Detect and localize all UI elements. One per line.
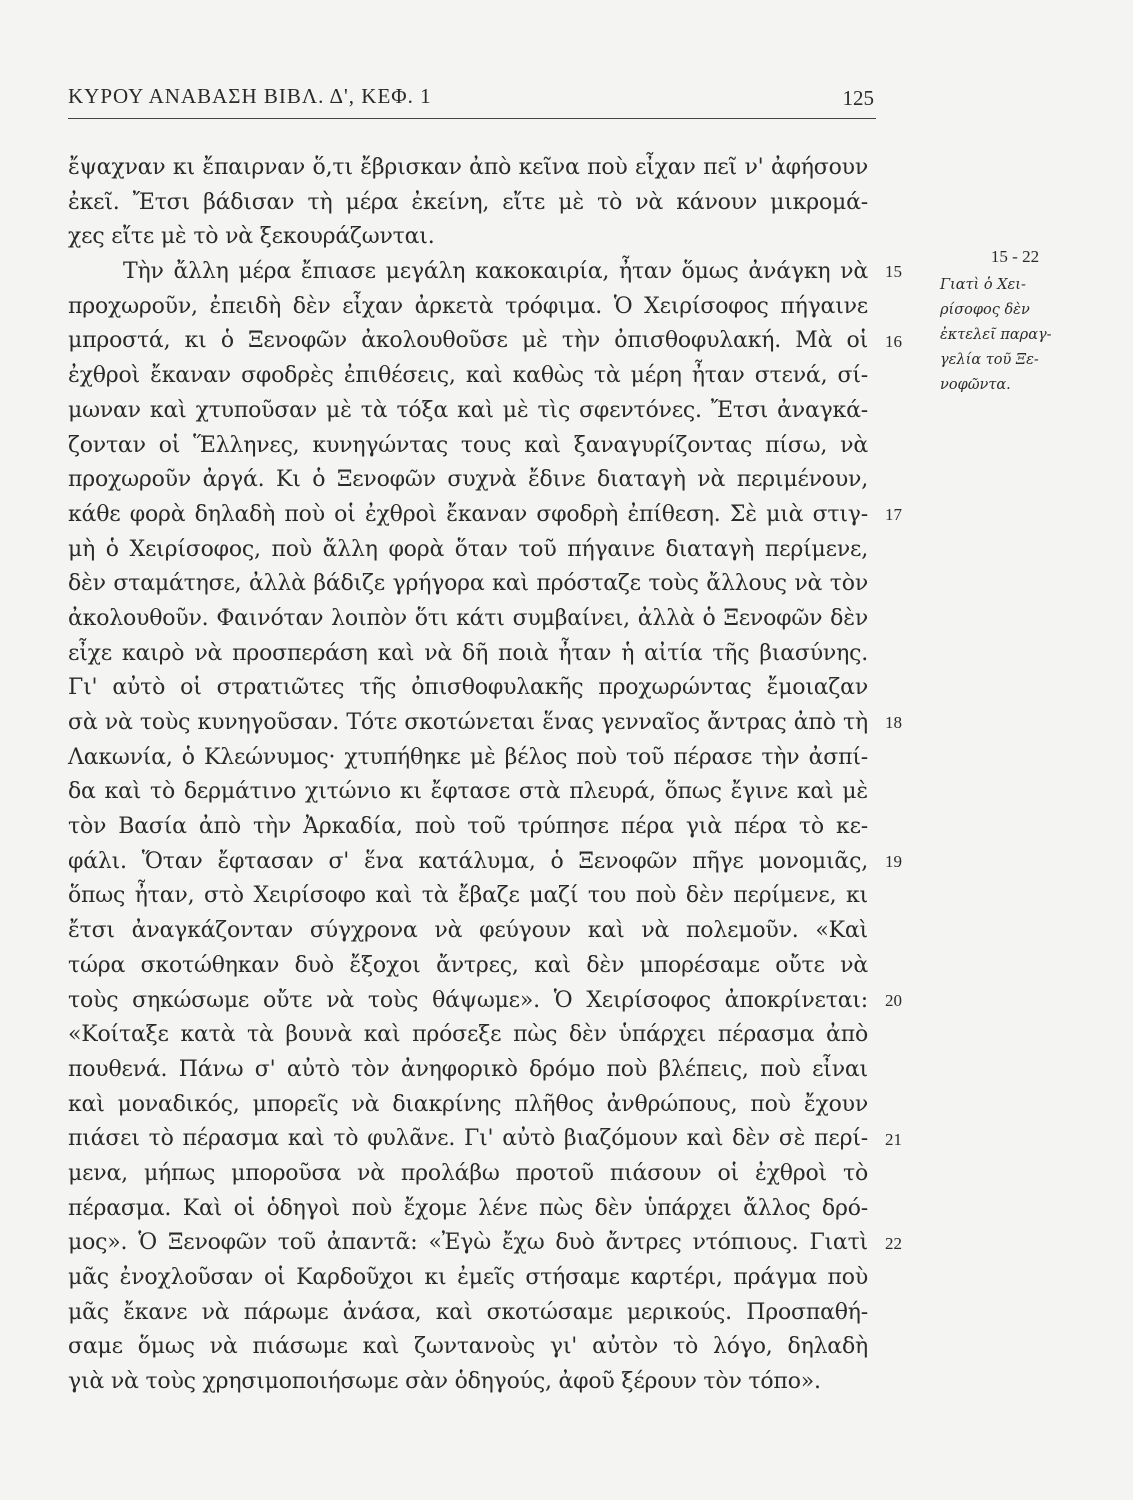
- text-line: μὴ ὁ Χειρίσοφος, ποὺ ἄλλη φορὰ ὅταν τοῦ πήγαινε διαταγὴ περίμενε,: [68, 536, 868, 562]
- text-line: ἔτσι ἀναγκάζονταν σύγχρονα νὰ φεύγουν καὶ νὰ πολεμοῦν. «Καὶ: [68, 918, 868, 944]
- section-number: 15: [885, 262, 902, 282]
- text-line: ἀκολουθοῦν. Φαινόταν λοιπὸν ὅτι κάτι συμβαίνει, ἀλλὰ ὁ Ξενοφῶν δὲν: [68, 605, 868, 631]
- text-line: προχωροῦν, ἐπειδὴ δὲν εἶχαν ἀρκετὰ τρόφιμα. Ὁ Χειρίσοφος πήγαινε: [68, 293, 868, 319]
- sidenote-line: ἐκτελεῖ παραγ-: [940, 327, 1052, 343]
- text-line: πέρασμα. Καὶ οἱ ὁδηγοὶ ποὺ ἔχομε λένε πὼς δὲν ὑπάρχει ἄλλος δρό-: [68, 1195, 868, 1221]
- text-line: τὸν Βασία ἀπὸ τὴν Ἀρκαδία, ποὺ τοῦ τρύπησε πέρα γιὰ πέρα τὸ κε-: [68, 814, 868, 840]
- text-line: «Κοίταξε κατὰ τὰ βουνὰ καὶ πρόσεξε πὼς δὲν ὑπάρχει πέρασμα ἀπὸ: [68, 1022, 868, 1048]
- sidenote-text: [940, 273, 1090, 398]
- text-line: γιὰ νὰ τοὺς χρησιμοποιήσωμε σὰν ὁδηγούς, ἀφοῦ ξέρουν τὸν τόπο».: [68, 1369, 821, 1395]
- text-line: προχωροῦν ἀργά. Κι ὁ Ξενοφῶν συχνὰ ἔδινε διαταγὴ νὰ περιμένουν,: [68, 467, 868, 493]
- page-number: 125: [842, 86, 874, 110]
- sidenote-line: Γιατὶ ὁ Χει-: [940, 277, 1026, 293]
- text-line: ἔψαχναν κι ἔπαιρναν ὅ,τι ἔβρισκαν ἀπὸ κεῖνα ποὺ εἶχαν πεῖ ν' ἀφήσουν: [68, 155, 868, 180]
- text-line: ὅπως ἦταν, στὸ Χειρίσοφο καὶ τὰ ἔβαζε μαζί του ποὺ δὲν περίμενε, κι: [68, 883, 868, 909]
- text-line: χες εἴτε μὲ τὸ νὰ ξεκουράζωνται.: [68, 224, 435, 250]
- text-line: πιάσει τὸ πέρασμα καὶ τὸ φυλᾶνε. Γι' αὐτὸ βιαζόμουν καὶ δὲν σὲ περί-: [68, 1126, 868, 1152]
- running-header: [68, 78, 876, 119]
- text-line: κάθε φορὰ δηλαδὴ ποὺ οἱ ἐχθροὶ ἔκαναν σφοδρὴ ἐπίθεση. Σὲ μιὰ στιγ-: [68, 501, 868, 527]
- text-line: μπροστά, κι ὁ Ξενοφῶν ἀκολουθοῦσε μὲ τὴν ὀπισθοφυλακή. Μὰ οἱ: [68, 328, 868, 354]
- margin-sidenote: [940, 247, 1090, 398]
- section-number: 20: [885, 990, 902, 1010]
- text-line: ἐκεῖ. Ἔτσι βάδισαν τὴ μέρα ἐκείνη, εἴτε μὲ τὸ νὰ κάνουν μικρομά-: [68, 189, 868, 215]
- text-line: τοὺς σηκώσωμε οὔτε νὰ τοὺς θάψωμε». Ὁ Χειρίσοφος ἀποκρίνεται:: [68, 987, 868, 1013]
- text-line: Τὴν ἄλλη μέρα ἔπιασε μεγάλη κακοκαιρία, ἦταν ὅμως ἀνάγκη νὰ: [123, 259, 868, 285]
- text-line: Λακωνία, ὁ Κλεώνυμος· χτυπήθηκε μὲ βέλος ποὺ τοῦ πέρασε τὴν ἀσπί-: [68, 744, 868, 770]
- text-line: μωναν καὶ χτυποῦσαν μὲ τὰ τόξα καὶ μὲ τὶς σφεντόνες. Ἔτσι ἀναγκά-: [68, 397, 868, 423]
- sidenote-line: νοφῶντα.: [940, 377, 1011, 393]
- sidenote-line: γελία τοῦ Ξε-: [940, 352, 1039, 368]
- body-text: [68, 151, 868, 1400]
- section-number: 21: [885, 1129, 902, 1149]
- text-line: μος». Ὁ Ξενοφῶν τοῦ ἀπαντᾶ: «Ἐγὼ ἔχω δυὸ ἄντρες ντόπιους. Γιατὶ: [68, 1230, 868, 1256]
- section-number: 17: [885, 505, 902, 524]
- text-line: καὶ μοναδικός, μπορεῖς νὰ διακρίνης πλῆθος ἀνθρώπους, ποὺ ἔχουν: [68, 1091, 868, 1117]
- section-number: 16: [885, 331, 902, 351]
- running-title: ΚΥΡΟΥ ΑΝΑΒΑΣΗ ΒΙΒΛ. Δ', ΚΕΦ. 1: [68, 84, 432, 108]
- text-line: μᾶς ἔκανε νὰ πάρωμε ἀνάσα, καὶ σκοτώσαμε μερικούς. Προσπαθή-: [68, 1299, 868, 1325]
- text-line: φάλι. Ὅταν ἔφτασαν σ' ἕνα κατάλυμα, ὁ Ξενοφῶν πῆγε μονομιᾶς,: [68, 848, 868, 874]
- section-number: 18: [885, 713, 902, 733]
- sidenote-line: ρίσοφος δὲν: [940, 302, 1030, 318]
- text-line: δα καὶ τὸ δερμάτινο χιτώνιο κι ἔφτασε στὰ πλευρά, ὅπως ἔγινε καὶ μὲ: [68, 779, 868, 805]
- text-line: ζονταν οἱ Ἕλληνες, κυνηγώντας τους καὶ ξαναγυρίζοντας πίσω, νὰ: [68, 432, 868, 458]
- text-line: μᾶς ἐνοχλοῦσαν οἱ Καρδοῦχοι κι ἐμεῖς στήσαμε καρτέρι, πράγμα ποὺ: [68, 1265, 868, 1290]
- text-line: ἐχθροὶ ἔκαναν σφοδρὲς ἐπιθέσεις, καὶ καθὼς τὰ μέρη ἦταν στενά, σί-: [68, 363, 868, 389]
- text-line: εἶχε καιρὸ νὰ προσπεράση καὶ νὰ δῆ ποιὰ ἦταν ἡ αἰτία τῆς βιασύνης.: [68, 640, 868, 666]
- text-line: μενα, μήπως μποροῦσα νὰ προλάβω προτοῦ πιάσουν οἱ ἐχθροὶ τὸ: [68, 1160, 868, 1186]
- section-number: 22: [885, 1233, 902, 1253]
- section-number: 19: [885, 852, 902, 871]
- text-line: σαμε ὅμως νὰ πιάσωμε καὶ ζωντανοὺς γι' αὐτὸν τὸ λόγο, δηλαδὴ: [68, 1334, 868, 1360]
- text-line: δὲν σταμάτησε, ἀλλὰ βάδιζε γρήγορα καὶ πρόσταζε τοὺς ἄλλους νὰ τὸν: [68, 571, 868, 597]
- text-line: πουθενά. Πάνω σ' αὐτὸ τὸν ἀνηφορικὸ δρόμο ποὺ βλέπεις, ποὺ εἶναι: [68, 1056, 868, 1082]
- text-line: Γι' αὐτὸ οἱ στρατιῶτες τῆς ὀπισθοφυλακῆς προχωρώντας ἔμοιαζαν: [68, 675, 868, 701]
- sidenote-range: 15 - 22: [990, 247, 1040, 266]
- text-line: σὰ νὰ τοὺς κυνηγοῦσαν. Τότε σκοτώνεται ἕνας γενναῖος ἄντρας ἀπὸ τὴ: [68, 710, 868, 735]
- text-line: τώρα σκοτώθηκαν δυὸ ἔξοχοι ἄντρες, καὶ δὲν μπορέσαμε οὔτε νὰ: [68, 952, 868, 978]
